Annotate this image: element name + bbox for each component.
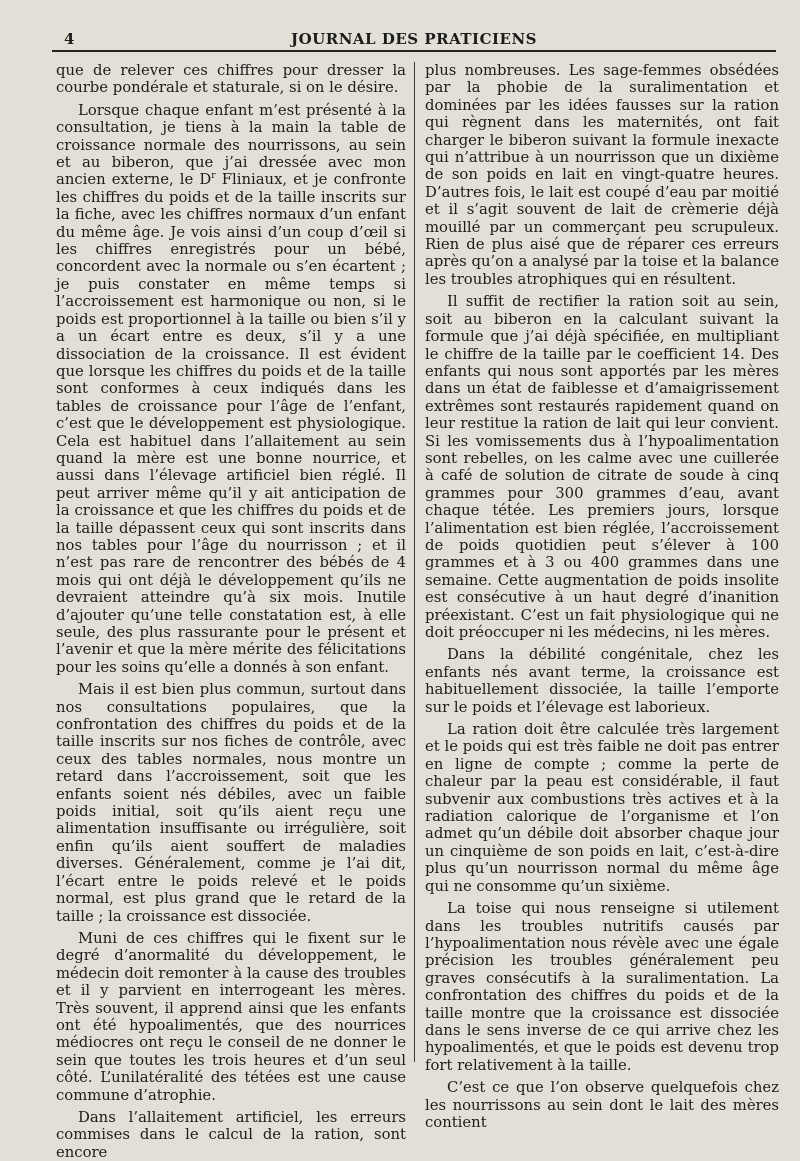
page-header bbox=[52, 26, 776, 52]
paragraph: La ration doit être calculée très largement et le poids qui est très faible ne doit pas entrer en ligne de compte ; comme la perte de chaleur par la peau est considérable, il faut subvenir aux combustions très actives et à la radiation calorique de l’organisme et l’on admet qu’un débile doit absorber chaque jour un cinquième de son poids en lait, c’est-à-dire plus qu’un nourrisson normal du même âge qui ne consomme qu’un sixième. bbox=[425, 721, 779, 895]
left-column bbox=[56, 62, 406, 1161]
paragraph: que de relever ces chiffres pour dresser la courbe pondérale et staturale, si on le désire. bbox=[56, 62, 406, 97]
superscript: r bbox=[211, 171, 216, 182]
journal-title: JOURNAL DES PRATICIENS bbox=[291, 30, 537, 48]
page-number: 4 bbox=[64, 30, 75, 48]
paragraph: plus nombreuses. Les sage-femmes obsédées par la phobie de la suralimentation et dominées par les idées fausses sur la ration qui règnent dans les maternités, ont fait charger le biberon suivant la formule inexacte qui n’attribue à un nourrisson que un dixième de son poids en lait en vingt-quatre heures. D’autres fois, le lait est coupé d’eau par moitié et il s’agit souvent de lait de crèmerie déjà mouillé par un commerçant peu scrupuleux. Rien de plus aisé que de réparer ces erreurs après qu’on a analysé par la toise et la balance les troubles atrophiques qui en résultent. bbox=[425, 62, 779, 288]
paragraph bbox=[56, 102, 406, 676]
paragraph: Il suffit de rectifier la ration soit au sein, soit au biberon en la calculant suivant la formule que j’ai déjà spécifiée, en multipliant le chiffre de la taille par le coefficient 14. Des enfants qui nous sont apportés par les mères dans un état de faiblesse et d’amaigrissement extrêmes sont restaurés rapidement quand on leur restitue la ration de lait qui leur convient. Si les vomissements dus à l’hypoalimentation sont rebelles, on les calme avec une cuillerée à café de solution de citrate de soude à cinq grammes pour 300 grammes d’eau, avant chaque tétée. Les premiers jours, lorsque l’alimentation est bien réglée, l’accroissement de poids quotidien peut s’élever à 100 grammes et à 3 ou 400 grammes dans une semaine. Cette augmentation de poids insolite est consécutive à un haut degré d’inanition préexistant. C’est un fait physiologique qui ne doit préoccuper ni les médecins, ni les mères. bbox=[425, 293, 779, 641]
paragraph: La toise qui nous renseigne si utilement dans les troubles nutritifs causés par l’hypoalimentation nous révèle avec une égale précision les troubles généralement peu graves consécutifs à la suralimentation. La confrontation des chiffres du poids et de la taille montre que la croissance est dissociée dans le sens inverse de ce qui arrive chez les hypoalimentés, et que le poids est devenu trop fort relativement à la taille. bbox=[425, 900, 779, 1074]
right-column bbox=[425, 62, 779, 1131]
paragraph: C’est ce que l’on observe quelquefois chez les nourrissons au sein dont le lait des mères contient bbox=[425, 1079, 779, 1131]
paragraph: Mais il est bien plus commun, surtout dans nos consultations populaires, que la confrontation des chiffres du poids et de la taille inscrits sur nos fiches de contrôle, avec ceux des tables normales, nous montre un retard dans l’accroissement, soit que les enfants soient nés débiles, avec un faible poids initial, soit qu’ils aient reçu une alimentation insuffisante ou irrégulière, soit enfin qu’ils aient souffert de maladies diverses. Généralement, comme je l’ai dit, l’écart entre le poids relevé et le poids normal, est plus grand que le retard de la taille ; la croissance est dissociée. bbox=[56, 681, 406, 925]
column-divider bbox=[414, 62, 415, 1062]
paragraph: Muni de ces chiffres qui le fixent sur le degré d’anormalité du développement, le médecin doit remonter à la cause des troubles et il y parvient en interrogeant les mères. Très souvent, il apprend ainsi que les enfants ont été hypoalimentés, que des nourrices médiocres ont reçu le conseil de ne donner le sein que toutes les trois heures et d’un seul côté. L’unilatéralité des tétées est une cause commune d’atrophie. bbox=[56, 929, 406, 1104]
paragraph: Dans l’allaitement artificiel, les erreurs commises dans le calcul de la ration, sont encore bbox=[56, 1108, 406, 1161]
paragraph: Dans la débilité congénitale, chez les enfants nés avant terme, la croissance est habituellement dissociée, la taille l’emporte sur le poids et l’élevage est laborieux. bbox=[425, 646, 779, 716]
paragraph-text: Lorsque chaque enfant m’est présenté à la consultation, je tiens à la main la table de croissance normale des nourrissons, au sein et au biberon, que j’ai dressée avec mon ancien externe, le D bbox=[56, 101, 406, 189]
paragraph-text: Fliniaux, et je confronte les chiffres du poids et de la taille inscrits sur la fiche, avec les chiffres normaux d’un enfant du même âge. Je vois ainsi d’un coup d’œil si les chiffres enregistrés pour un bébé, concordent avec la normale ou s’en écartent ; je puis constater en même temps si l’accroissement est harmonique ou non, si le poids est proportionnel à la taille ou bien s’il y a un écart entre es deux, s’il y a une dissociation de la croissance. Il est évident que lorsque les chiffres du poids et de la taille sont conformes à ceux indiqués dans les tables de croissance pour l’âge de l’enfant, c’est que le développement est physiologique. Cela est habituel dans l’allaitement au sein quand la mère est une bonne nourrice, et aussi dans l’élevage artificiel bien réglé. Il peut arriver même qu’il y ait anticipation de la croissance et que les chiffres du poids et de la taille dépassent ceux qui sont inscrits dans nos tables pour l’âge du nourrisson ; et il n’est pas rare de rencontrer des bébés de 4 mois qui ont déjà le développement qu’ils ne devraient atteindre qu’à six mois. Inutile d’ajouter qu’une telle constatation est, à elle seule, des plus rassurante pour le présent et l’avenir et que la mère mérite des félicitations pour les soins qu’elle a donnés à son enfant. bbox=[56, 171, 406, 676]
